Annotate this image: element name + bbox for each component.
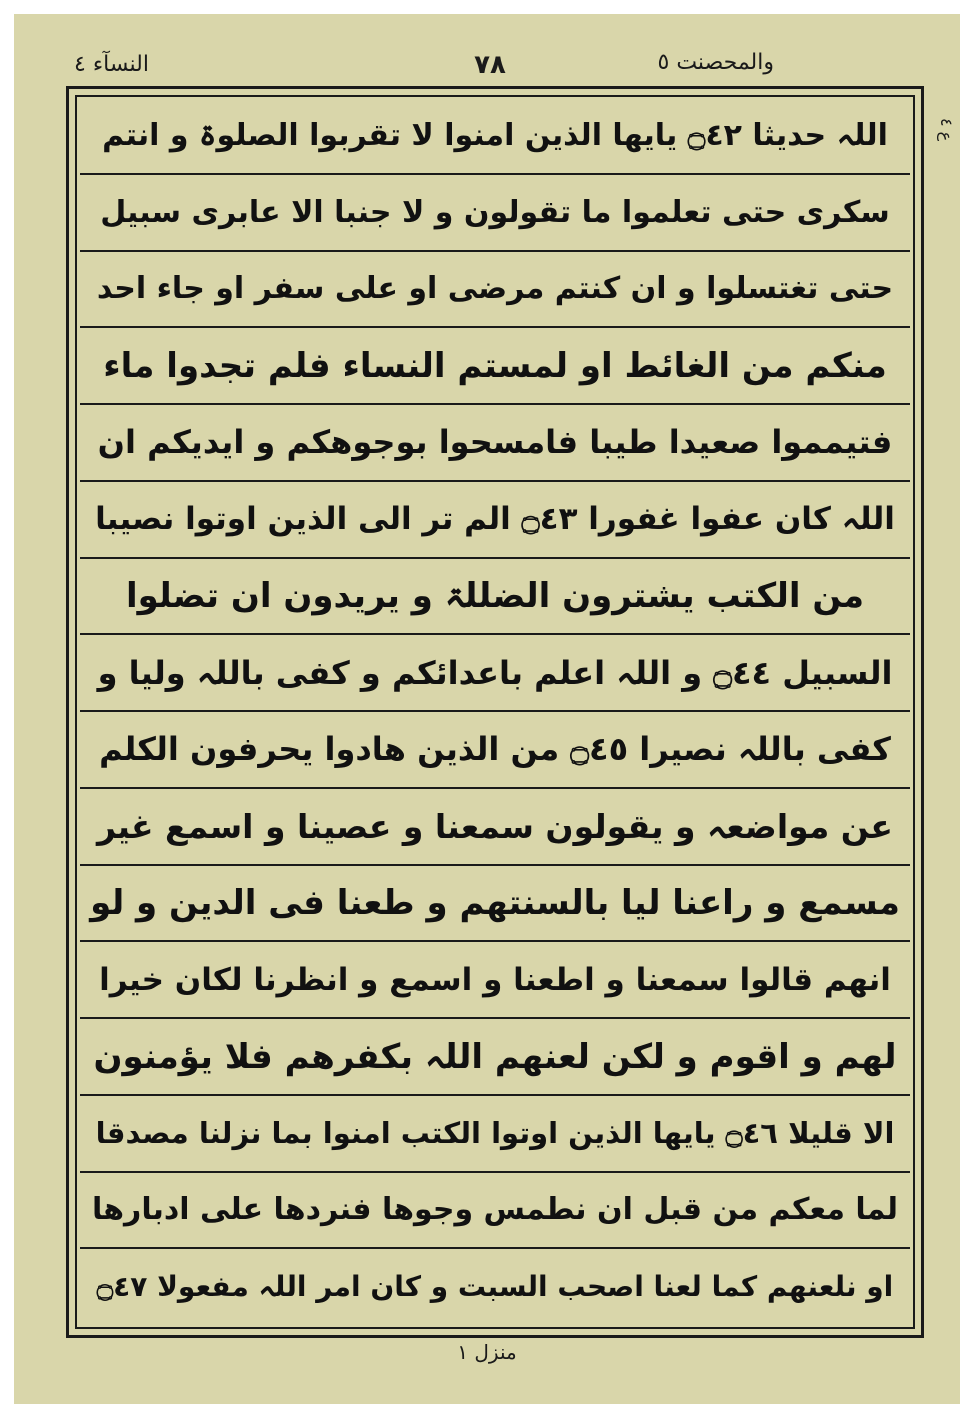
verse-line: [80, 712, 910, 789]
verse-line-text: لھم و اقوم و لکن لعنھم اللہ بکفرھم فلا یؤمنون: [93, 1036, 897, 1077]
verse-line: [80, 942, 910, 1019]
verse-line: [80, 866, 910, 943]
verse-line: [80, 789, 910, 866]
verse-line: [80, 559, 910, 636]
verse-line-text: الا قلیلا ۝٤٦ یایھا الذین اوتوا الکتب امنوا بما نزلنا مصدقا: [95, 1116, 895, 1151]
verse-line: [80, 482, 910, 559]
verse-line-text: سکری حتی تعلموا ما تقولون و لا جنبا الا عابری سبیل: [100, 194, 890, 230]
page-header: [14, 14, 960, 84]
page-number: ٧٨: [474, 50, 506, 80]
verse-line-text: مسمع و راعنا لیا بالسنتھم و طعنا فی الدین و لو: [90, 882, 900, 923]
verse-line-text: لما معکم من قبل ان نطمس وجوھا فنردھا علی ادبارھا: [91, 1192, 899, 1228]
manzil-footer: منزل ١: [457, 1340, 517, 1364]
verse-line: [80, 1249, 910, 1324]
page: [14, 14, 960, 1404]
verse-line: [80, 175, 910, 252]
ruku-marker: ع ٤: [937, 118, 956, 142]
verse-line: [80, 1173, 910, 1250]
header-juz-name: والمحصنت ٥: [657, 50, 774, 75]
verse-line: [80, 252, 910, 329]
verse-line: [80, 635, 910, 712]
verse-line: [80, 405, 910, 482]
verse-line-text: عن مواضعہ و یقولون سمعنا و عصینا و اسمع غیر: [97, 806, 893, 846]
verse-line-text: اللہ حدیثا ۝٤٢ یایھا الذین امنوا لا تقربوا الصلوۃ و انتم: [102, 117, 888, 153]
verse-line-text: منکم من الغائط او لمستم النساء فلم تجدوا ماء: [103, 345, 887, 386]
verse-line-text: او نلعنھم کما لعنا اصحب السبت و کان امر اللہ مفعولا ۝٤٧: [96, 1270, 894, 1304]
verse-line-text: حتی تغتسلوا و ان کنتم مرضی او علی سفر او جاء احد: [96, 271, 894, 307]
verse-line-text: انھم قالوا سمعنا و اطعنا و اسمع و انظرنا لکان خیرا: [99, 961, 891, 998]
header-surah-name: النسآء ٤: [74, 52, 149, 77]
verse-line-text: فتیمموا صعیدا طیبا فامسحوا بوجوھکم و ایدیکم ان: [97, 423, 893, 462]
verse-line-text: کفی باللہ نصیرا ۝٤٥ من الذین ھادوا یحرفون الکلم: [99, 730, 891, 769]
verse-line-text: السبیل ۝٤٤ و اللہ اعلم باعدائکم و کفی باللہ ولیا و: [97, 653, 893, 692]
verse-line: [80, 328, 910, 405]
verse-line-text: اللہ کان عفوا غفورا ۝٤٣ الم تر الی الذین اوتوا نصیبا: [95, 501, 895, 538]
verse-lines: [80, 98, 910, 1324]
verse-line: [80, 98, 910, 175]
verse-line: [80, 1019, 910, 1096]
verse-line: [80, 1096, 910, 1173]
verse-line-text: من الکتب یشترون الضللۃ و یریدون ان تضلوا: [125, 576, 865, 617]
